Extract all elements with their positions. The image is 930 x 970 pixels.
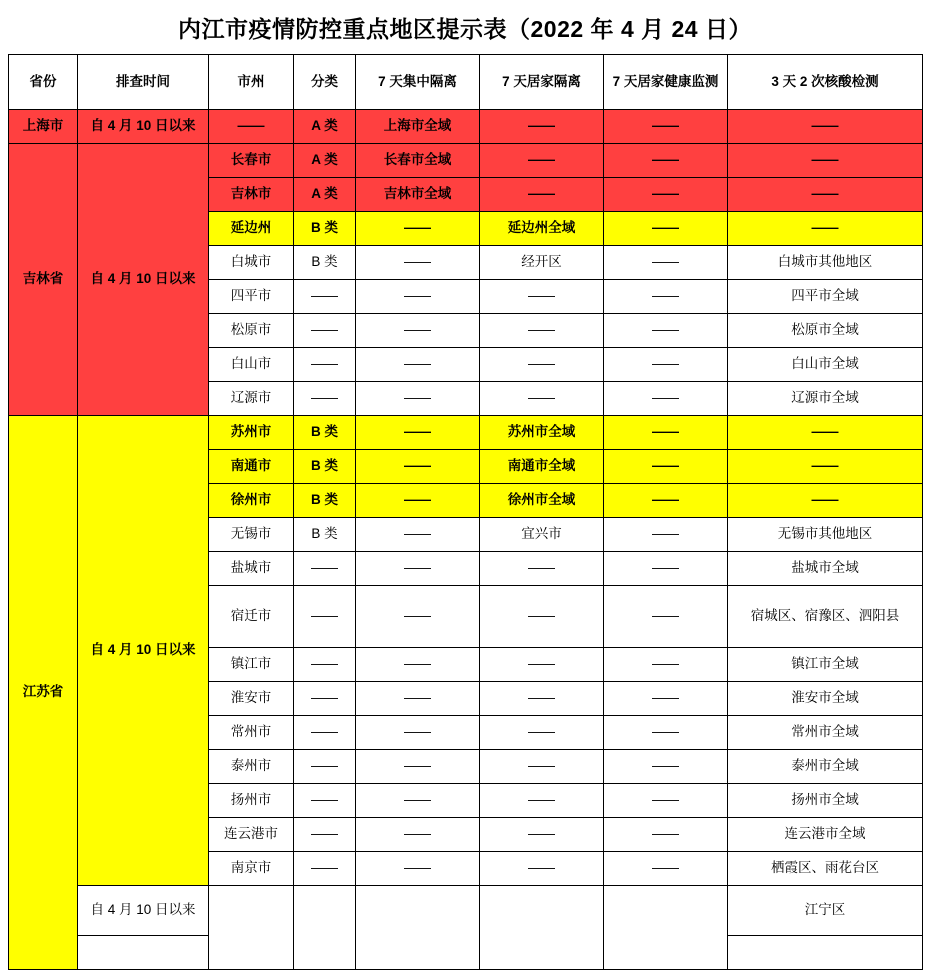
cell-city: 泰州市 bbox=[209, 750, 294, 784]
cell-nucleic-acid-test: 扬州市全域 bbox=[728, 784, 923, 818]
cell-nucleic-acid-test: 镇江市全域 bbox=[728, 648, 923, 682]
cell-home-quarantine: —— bbox=[480, 750, 604, 784]
cell-city: 盐城市 bbox=[209, 552, 294, 586]
cell-centralized-quarantine: —— bbox=[356, 314, 480, 348]
cell-home-health-monitoring: —— bbox=[604, 818, 728, 852]
cell-home-quarantine: —— bbox=[480, 648, 604, 682]
cell-centralized-quarantine: —— bbox=[356, 750, 480, 784]
cell-nucleic-acid-test: 常州市全域 bbox=[728, 716, 923, 750]
cell-centralized-quarantine: —— bbox=[356, 586, 480, 648]
cell-centralized-quarantine: —— bbox=[356, 682, 480, 716]
cell-category: B 类 bbox=[294, 450, 356, 484]
cell-centralized-quarantine bbox=[356, 886, 480, 970]
cell-category: B 类 bbox=[294, 518, 356, 552]
cell-home-health-monitoring: —— bbox=[604, 178, 728, 212]
cell-category: —— bbox=[294, 852, 356, 886]
cell-home-quarantine bbox=[480, 886, 604, 970]
cell-nucleic-acid-test: —— bbox=[728, 450, 923, 484]
cell-province: 江苏省 bbox=[9, 416, 78, 970]
cell-city: 宿迁市 bbox=[209, 586, 294, 648]
cell-city: 辽源市 bbox=[209, 382, 294, 416]
cell-centralized-quarantine: —— bbox=[356, 852, 480, 886]
cell-category: B 类 bbox=[294, 416, 356, 450]
cell-city: 苏州市 bbox=[209, 416, 294, 450]
column-header-home-health-monitoring: 7 天居家健康监测 bbox=[604, 55, 728, 110]
cell-home-health-monitoring: —— bbox=[604, 648, 728, 682]
cell-screening-time: 自 4 月 10 日以来 bbox=[78, 416, 209, 886]
cell-nucleic-acid-test: 四平市全域 bbox=[728, 280, 923, 314]
cell-city: 镇江市 bbox=[209, 648, 294, 682]
cell-nucleic-acid-test: 淮安市全域 bbox=[728, 682, 923, 716]
cell-city: —— bbox=[209, 110, 294, 144]
cell-nucleic-acid-test: 泰州市全域 bbox=[728, 750, 923, 784]
header-row bbox=[9, 55, 923, 110]
cell-city: 连云港市 bbox=[209, 818, 294, 852]
column-header-category: 分类 bbox=[294, 55, 356, 110]
cell-category: —— bbox=[294, 348, 356, 382]
cell-nucleic-acid-test: 连云港市全域 bbox=[728, 818, 923, 852]
cell-centralized-quarantine: —— bbox=[356, 450, 480, 484]
cell-home-quarantine: —— bbox=[480, 314, 604, 348]
cell-home-health-monitoring: —— bbox=[604, 348, 728, 382]
cell-centralized-quarantine: —— bbox=[356, 348, 480, 382]
cell-category: —— bbox=[294, 586, 356, 648]
cell-home-health-monitoring: —— bbox=[604, 518, 728, 552]
column-header-screening-time: 排查时间 bbox=[78, 55, 209, 110]
cell-category: —— bbox=[294, 314, 356, 348]
cell-city bbox=[209, 886, 294, 970]
cell-home-health-monitoring: —— bbox=[604, 784, 728, 818]
cell-nucleic-acid-test: 白城市其他地区 bbox=[728, 246, 923, 280]
cell-home-health-monitoring: —— bbox=[604, 750, 728, 784]
cell-city: 无锡市 bbox=[209, 518, 294, 552]
cell-city: 扬州市 bbox=[209, 784, 294, 818]
cell-home-health-monitoring: —— bbox=[604, 280, 728, 314]
table-header bbox=[9, 55, 923, 110]
cell-nucleic-acid-test: 栖霞区、雨花台区 bbox=[728, 852, 923, 886]
cell-category: B 类 bbox=[294, 484, 356, 518]
cell-category: —— bbox=[294, 818, 356, 852]
cell-nucleic-acid-test: 江宁区 bbox=[728, 886, 923, 936]
cell-category: —— bbox=[294, 382, 356, 416]
cell-city: 长春市 bbox=[209, 144, 294, 178]
cell-home-quarantine: 延边州全域 bbox=[480, 212, 604, 246]
cell-category: —— bbox=[294, 784, 356, 818]
cell-screening-time: 自 4 月 10 日以来 bbox=[78, 144, 209, 416]
cell-home-health-monitoring: —— bbox=[604, 586, 728, 648]
cell-home-quarantine: —— bbox=[480, 552, 604, 586]
cell-city: 吉林市 bbox=[209, 178, 294, 212]
cell-screening-time: 自 4 月 10 日以来 bbox=[78, 110, 209, 144]
cell-city: 延边州 bbox=[209, 212, 294, 246]
cell-home-health-monitoring: —— bbox=[604, 484, 728, 518]
column-header-centralized-quarantine: 7 天集中隔离 bbox=[356, 55, 480, 110]
cell-home-quarantine: —— bbox=[480, 110, 604, 144]
cell-centralized-quarantine: —— bbox=[356, 212, 480, 246]
cell-home-health-monitoring: —— bbox=[604, 382, 728, 416]
cell-category: —— bbox=[294, 280, 356, 314]
cell-category: —— bbox=[294, 716, 356, 750]
column-header-nucleic-acid-test: 3 天 2 次核酸检测 bbox=[728, 55, 923, 110]
cell-nucleic-acid-test: 白山市全域 bbox=[728, 348, 923, 382]
cell-nucleic-acid-test: 盐城市全域 bbox=[728, 552, 923, 586]
cell-nucleic-acid-test: —— bbox=[728, 144, 923, 178]
cell-centralized-quarantine: 上海市全域 bbox=[356, 110, 480, 144]
cell-province: 上海市 bbox=[9, 110, 78, 144]
cell-home-quarantine: 南通市全域 bbox=[480, 450, 604, 484]
cell-city: 白城市 bbox=[209, 246, 294, 280]
cell-home-quarantine: —— bbox=[480, 784, 604, 818]
cell-home-health-monitoring: —— bbox=[604, 110, 728, 144]
cell-home-health-monitoring: —— bbox=[604, 416, 728, 450]
cell-home-quarantine: 徐州市全域 bbox=[480, 484, 604, 518]
table-row bbox=[9, 416, 923, 450]
cell-category: —— bbox=[294, 648, 356, 682]
cell-screening-time: 自 4 月 10 日以来 bbox=[78, 886, 209, 936]
cell-centralized-quarantine: —— bbox=[356, 784, 480, 818]
cell-home-health-monitoring: —— bbox=[604, 212, 728, 246]
cell-province: 吉林省 bbox=[9, 144, 78, 416]
cell-home-health-monitoring: —— bbox=[604, 552, 728, 586]
cell-screening-time bbox=[78, 936, 209, 970]
cell-home-quarantine: —— bbox=[480, 144, 604, 178]
cell-nucleic-acid-test: —— bbox=[728, 212, 923, 246]
cell-category: A 类 bbox=[294, 178, 356, 212]
cell-city: 徐州市 bbox=[209, 484, 294, 518]
cell-home-quarantine: —— bbox=[480, 178, 604, 212]
cell-home-health-monitoring: —— bbox=[604, 852, 728, 886]
cell-nucleic-acid-test: 宿城区、宿豫区、泗阳县 bbox=[728, 586, 923, 648]
cell-category: B 类 bbox=[294, 212, 356, 246]
cell-nucleic-acid-test bbox=[728, 936, 923, 970]
cell-city: 白山市 bbox=[209, 348, 294, 382]
cell-home-health-monitoring: —— bbox=[604, 314, 728, 348]
cell-home-health-monitoring: —— bbox=[604, 246, 728, 280]
cell-home-quarantine: 经开区 bbox=[480, 246, 604, 280]
cell-home-quarantine: —— bbox=[480, 716, 604, 750]
column-header-city: 市州 bbox=[209, 55, 294, 110]
cell-city: 松原市 bbox=[209, 314, 294, 348]
cell-centralized-quarantine: —— bbox=[356, 484, 480, 518]
cell-home-quarantine: —— bbox=[480, 348, 604, 382]
cell-nucleic-acid-test: —— bbox=[728, 178, 923, 212]
cell-centralized-quarantine: —— bbox=[356, 416, 480, 450]
cell-category: A 类 bbox=[294, 144, 356, 178]
cell-centralized-quarantine: —— bbox=[356, 716, 480, 750]
cell-category: —— bbox=[294, 750, 356, 784]
cell-centralized-quarantine: —— bbox=[356, 246, 480, 280]
cell-city: 南京市 bbox=[209, 852, 294, 886]
cell-category: B 类 bbox=[294, 246, 356, 280]
table-row bbox=[9, 110, 923, 144]
cell-home-health-monitoring: —— bbox=[604, 450, 728, 484]
cell-nucleic-acid-test: 松原市全域 bbox=[728, 314, 923, 348]
cell-category: —— bbox=[294, 552, 356, 586]
cell-centralized-quarantine: —— bbox=[356, 518, 480, 552]
table-row bbox=[9, 144, 923, 178]
cell-centralized-quarantine: 吉林市全域 bbox=[356, 178, 480, 212]
cell-home-health-monitoring: —— bbox=[604, 682, 728, 716]
table-body bbox=[9, 110, 923, 970]
cell-home-quarantine: —— bbox=[480, 382, 604, 416]
epidemic-area-table bbox=[8, 54, 923, 970]
column-header-province: 省份 bbox=[9, 55, 78, 110]
cell-home-quarantine: —— bbox=[480, 852, 604, 886]
cell-home-health-monitoring: —— bbox=[604, 716, 728, 750]
cell-centralized-quarantine: —— bbox=[356, 552, 480, 586]
cell-city: 南通市 bbox=[209, 450, 294, 484]
cell-nucleic-acid-test: —— bbox=[728, 416, 923, 450]
cell-centralized-quarantine: —— bbox=[356, 648, 480, 682]
table-row bbox=[9, 886, 923, 936]
cell-centralized-quarantine: —— bbox=[356, 280, 480, 314]
cell-category: —— bbox=[294, 682, 356, 716]
cell-home-quarantine: 苏州市全域 bbox=[480, 416, 604, 450]
page-title: 内江市疫情防控重点地区提示表（2022 年 4 月 24 日） bbox=[178, 16, 752, 42]
cell-nucleic-acid-test: —— bbox=[728, 484, 923, 518]
cell-home-quarantine: —— bbox=[480, 586, 604, 648]
cell-city: 淮安市 bbox=[209, 682, 294, 716]
cell-nucleic-acid-test: —— bbox=[728, 110, 923, 144]
cell-city: 四平市 bbox=[209, 280, 294, 314]
column-header-home-quarantine: 7 天居家隔离 bbox=[480, 55, 604, 110]
cell-home-quarantine: —— bbox=[480, 818, 604, 852]
cell-home-health-monitoring bbox=[604, 886, 728, 970]
cell-home-quarantine: —— bbox=[480, 280, 604, 314]
cell-home-health-monitoring: —— bbox=[604, 144, 728, 178]
cell-city: 常州市 bbox=[209, 716, 294, 750]
cell-category bbox=[294, 886, 356, 970]
cell-centralized-quarantine: —— bbox=[356, 382, 480, 416]
cell-nucleic-acid-test: 无锡市其他地区 bbox=[728, 518, 923, 552]
cell-centralized-quarantine: 长春市全域 bbox=[356, 144, 480, 178]
cell-centralized-quarantine: —— bbox=[356, 818, 480, 852]
cell-nucleic-acid-test: 辽源市全域 bbox=[728, 382, 923, 416]
cell-home-quarantine: —— bbox=[480, 682, 604, 716]
cell-category: A 类 bbox=[294, 110, 356, 144]
cell-home-quarantine: 宜兴市 bbox=[480, 518, 604, 552]
